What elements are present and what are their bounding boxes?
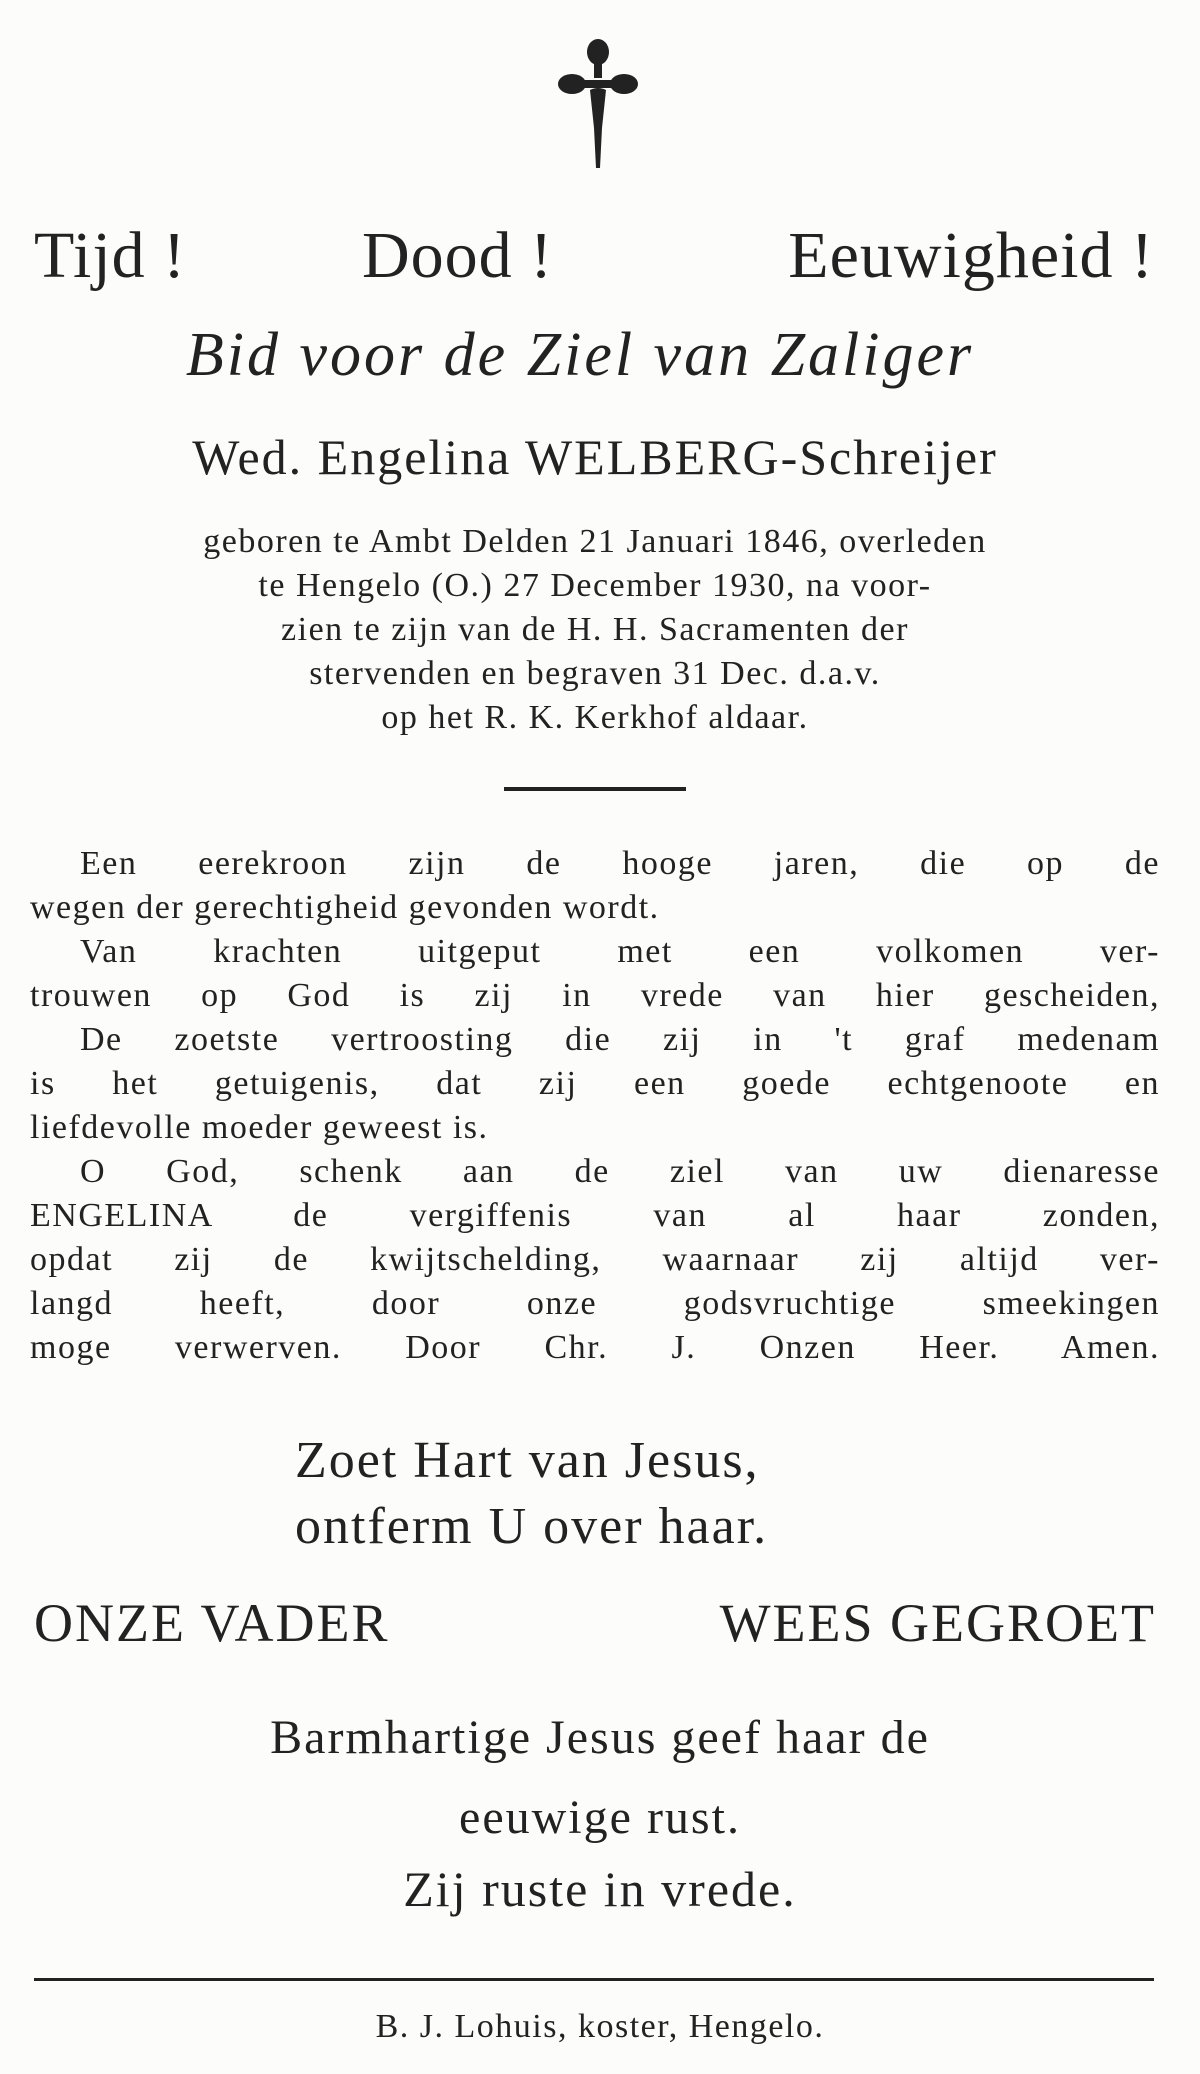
printer-credit: B. J. Lohuis, koster, Hengelo. bbox=[375, 2008, 825, 2045]
divider-short bbox=[504, 787, 686, 791]
text-line: Een eerekroon zijn de hooge jaren, die op de bbox=[80, 845, 1160, 882]
rest-in-peace: Zij ruste in vrede. bbox=[403, 1861, 797, 1917]
prayer-onze-vader: ONZE VADER bbox=[34, 1593, 390, 1653]
divider-long bbox=[34, 1978, 1154, 1981]
time-death-eternity-row bbox=[34, 218, 1154, 308]
text-line: is het getuigenis, dat zij een goede echtgenoote en bbox=[30, 1065, 1160, 1102]
word-dood: Dood ! bbox=[362, 219, 554, 292]
text-line: trouwen op God is zij in vrede van hier gescheiden, bbox=[30, 977, 1160, 1014]
mercy-line-1: Barmhartige Jesus geef haar de bbox=[270, 1711, 930, 1764]
text-line: liefdevolle moeder geweest is. bbox=[30, 1109, 489, 1146]
word-tijd: Tijd ! bbox=[34, 219, 187, 292]
mercy-prayer bbox=[0, 1698, 1200, 1858]
bio-line: te Hengelo (O.) 27 December 1930, na voor- bbox=[258, 567, 932, 604]
bio-line: op het R. K. Kerkhof aldaar. bbox=[381, 699, 809, 736]
invocation bbox=[295, 1428, 768, 1560]
cross-icon bbox=[558, 38, 638, 178]
text-line: langd heeft, door onze godsvruchtige smeekingen bbox=[30, 1285, 1160, 1322]
text-line: Van krachten uitgeput met een volkomen ver- bbox=[80, 933, 1160, 970]
text-line: opdat zij de kwijtschelding, waarnaar zij altijd ver- bbox=[30, 1241, 1160, 1278]
bio-line: zien te zijn van de H. H. Sacramenten der bbox=[281, 611, 909, 648]
memorial-text bbox=[30, 842, 1160, 1370]
prayer-request: Bid voor de Ziel van Zaliger bbox=[185, 321, 975, 389]
bio-line: geboren te Ambt Delden 21 Januari 1846, overleden bbox=[203, 523, 987, 560]
mercy-line-2: eeuwige rust. bbox=[459, 1791, 741, 1844]
text-line: ENGELINA de vergiffenis van al haar zonden, bbox=[30, 1197, 1160, 1234]
text-line: wegen der gerechtigheid gevonden wordt. bbox=[30, 889, 660, 926]
prayers-row bbox=[34, 1592, 1156, 1662]
deceased-name: Wed. Engelina WELBERG-Schreijer bbox=[192, 429, 998, 485]
text-line: O God, schenk aan de ziel van uw dienaresse bbox=[80, 1153, 1160, 1190]
text-line: moge verwerven. Door Chr. J. Onzen Heer. Amen. bbox=[30, 1329, 1160, 1366]
word-eeuwigheid: Eeuwigheid ! bbox=[788, 219, 1154, 292]
prayer-wees-gegroet: WEES GEGROET bbox=[719, 1593, 1156, 1653]
invocation-line-1: Zoet Hart van Jesus, bbox=[295, 1432, 760, 1489]
invocation-line-2: ontferm U over haar. bbox=[295, 1498, 769, 1555]
text-line: De zoetste vertroosting die zij in 't graf medenam bbox=[80, 1021, 1160, 1058]
bio-line: stervenden en begraven 31 Dec. d.a.v. bbox=[309, 655, 881, 692]
biography bbox=[28, 520, 1162, 740]
